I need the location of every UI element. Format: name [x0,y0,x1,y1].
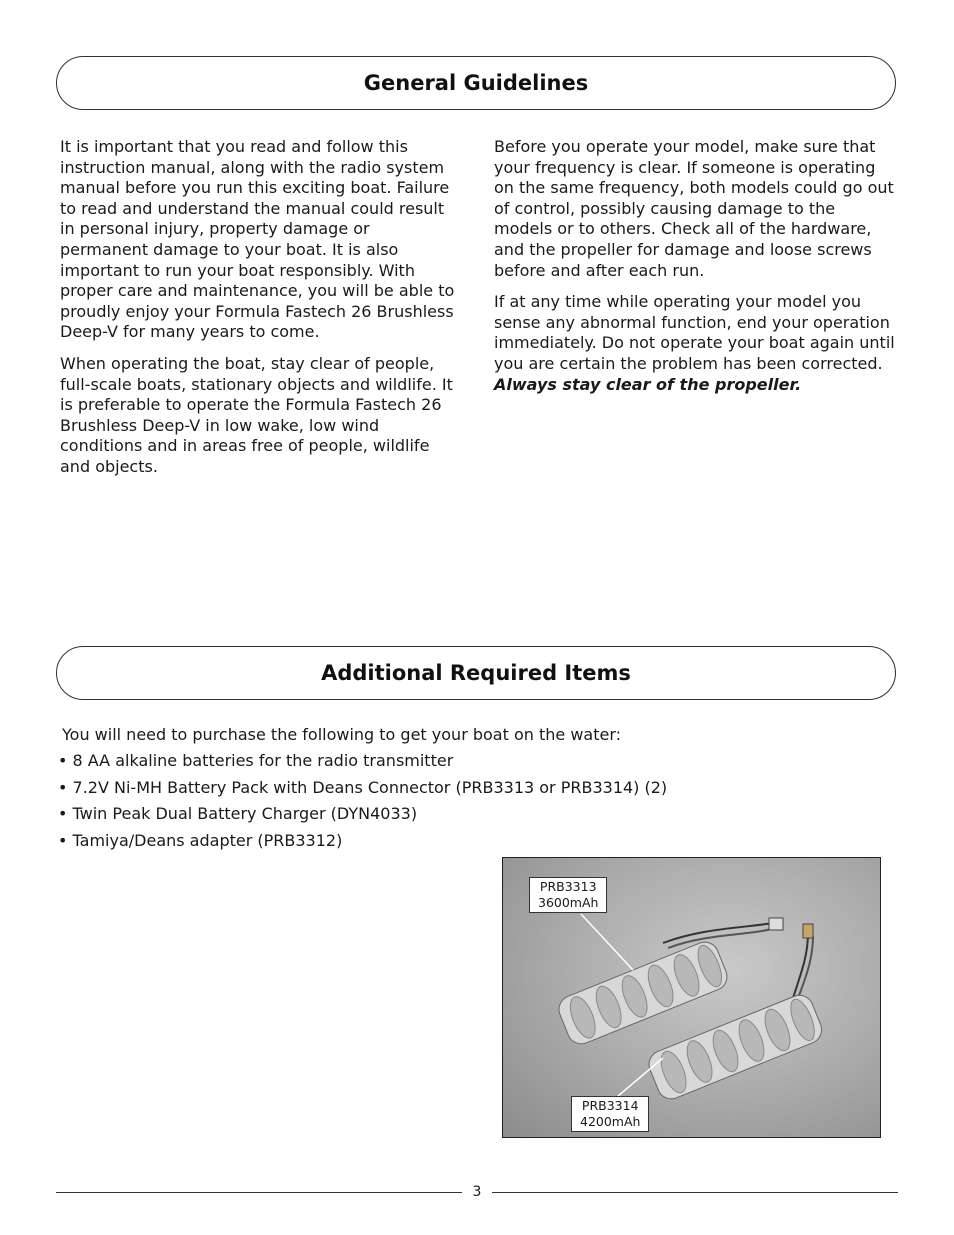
required-items-intro: You will need to purchase the following to get your boat on the water: [62,725,622,744]
general-guidelines-header [56,56,896,110]
guidelines-right-column [494,137,898,406]
callout-prb3314 [571,1096,649,1132]
callout-prb3313-model: PRB3313 [539,879,597,894]
footer-rule-right [492,1192,898,1193]
list-item: • 8 AA alkaline batteries for the radio transmitter [58,751,454,770]
required-items-list [58,751,882,851]
battery-packs-photo [502,857,881,1138]
page-number: 3 [472,1184,482,1200]
guidelines-paragraph-4 [494,292,898,395]
callout-prb3314-capacity: 4200mAh [580,1114,641,1129]
propeller-warning: Always stay clear of the propeller. [494,374,802,394]
additional-items-title: Additional Required Items [321,661,631,685]
guidelines-paragraph-1: It is important that you read and follow this instruction manual, along with the radio system manual before you run this exciting boat. Failure to read and understand the manual could result in personal injury, property damage or permanent damage to your boat. It is also important to run your boat responsibly. With proper care and maintenance, you will be able to proudly enjoy your Formula Fastech 26 Brushless Deep-V for many years to come. [60,137,455,342]
guidelines-left-column [60,137,460,489]
guidelines-paragraph-2: When operating the boat, stay clear of people, full-scale boats, stationary objects and wildlife. It is preferable to operate the Formula Fastech 26 Brushless Deep-V in low wake, low wind conditions and in areas free of people, wildlife and objects. [60,353,453,476]
list-item: • Twin Peak Dual Battery Charger (DYN4033) [58,804,418,824]
list-item: • 7.2V Ni-MH Battery Pack with Deans Connector (PRB3313 or PRB3314) (2) [58,777,668,797]
guidelines-paragraph-3: Before you operate your model, make sure that your frequency is clear. If someone is operating on the same frequency, both models could go out of control, possibly causing damage to the models or to others. Check all of the hardware, and the propeller for damage and loose screws before and after each run. [494,137,894,280]
callout-prb3314-model: PRB3314 [581,1098,639,1113]
callout-prb3313 [529,877,607,913]
callout-prb3313-capacity: 3600mAh [538,895,599,910]
list-item: • Tamiya/Deans adapter (PRB3312) [58,830,343,850]
footer-rule-left [56,1192,462,1193]
required-items-block [58,725,882,857]
general-guidelines-title: General Guidelines [363,71,589,95]
additional-items-header [56,646,896,700]
guidelines-paragraph-4-text: If at any time while operating your model you sense any abnormal function, end your operation immediately. Do not operate your boat again until you are certain the problem has been corrected. [494,292,895,373]
